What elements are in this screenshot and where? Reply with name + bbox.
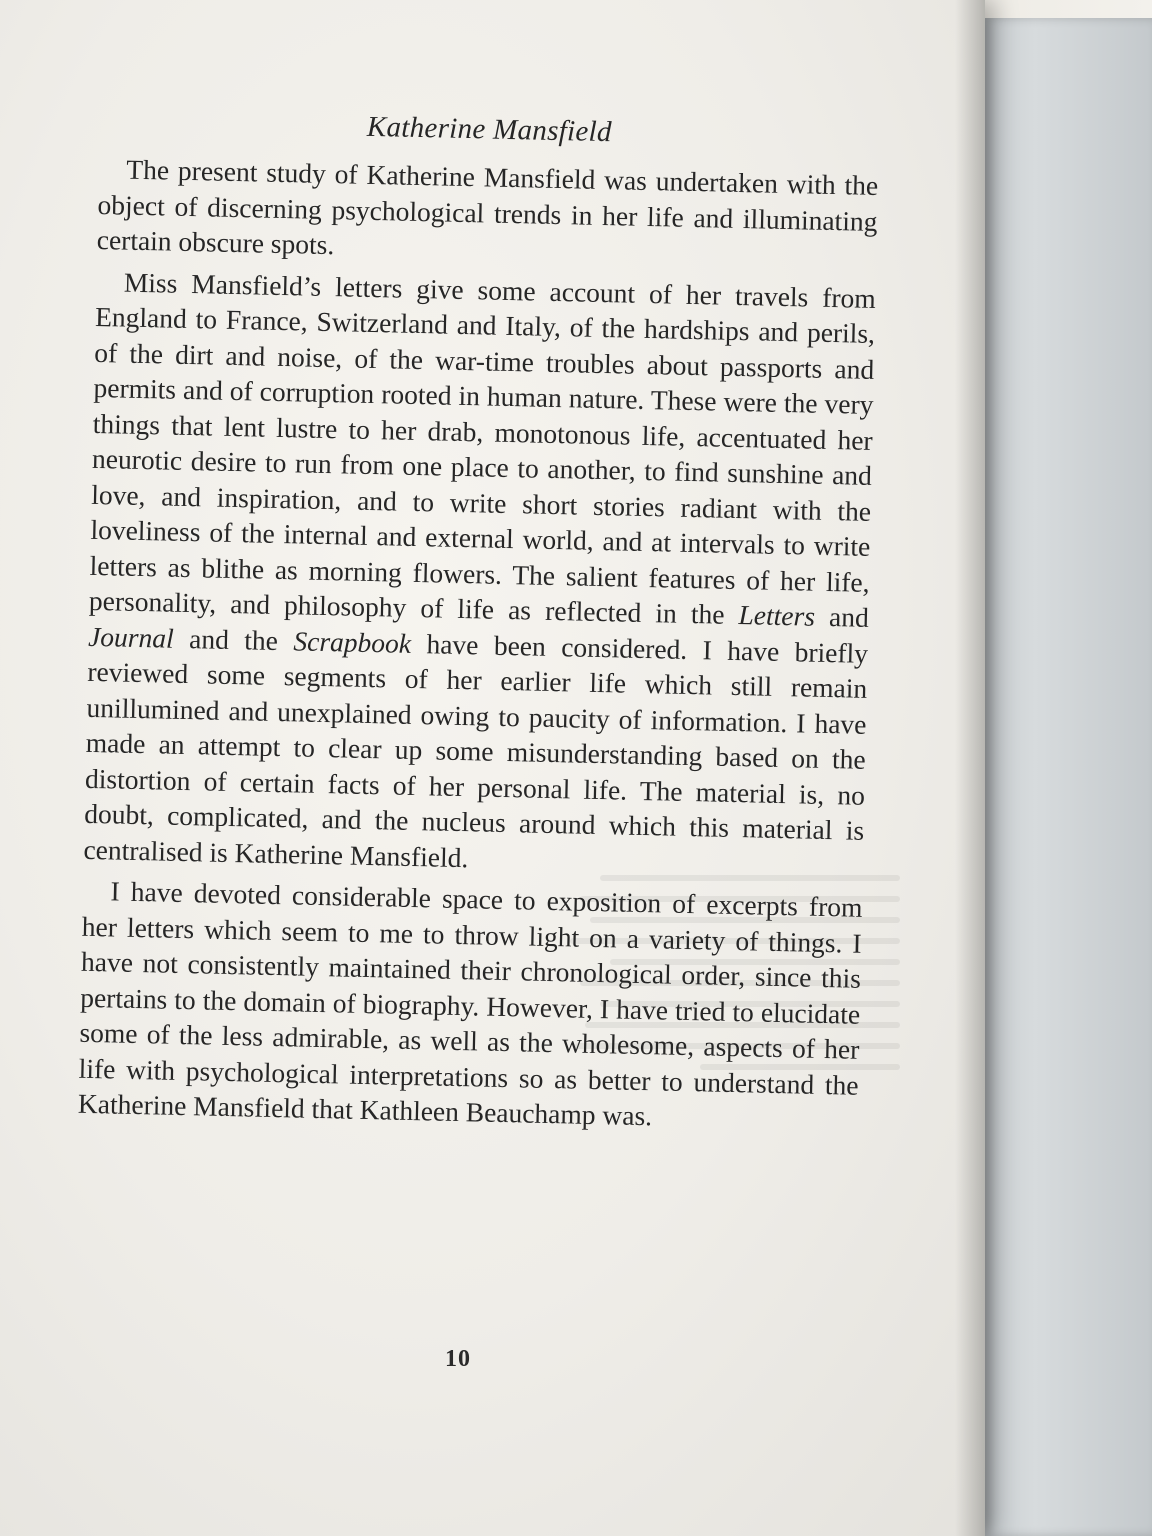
title-journal: Journal [87, 620, 175, 654]
text-block [77, 95, 879, 1144]
paragraph-2 [83, 263, 876, 883]
paragraph-3: I have devoted considerable space to exposition of excerpts from her letters which seem to me to throw light on a variety of things. I have not consistently maintained their chronological order, since this pertains to the domain of biography. However, I have tried to elucidate some of the less admirable, as well as the wholesome, aspects of her life with psychological interpretations so as better to understand the Katherine Mansfield that Kathleen Beauchamp was. [77, 875, 863, 1132]
facing-page [985, 18, 1152, 1536]
gutter-shadow [955, 0, 985, 1536]
paragraph-2-conj-2: and the [173, 622, 294, 656]
page-number: 10 [445, 1346, 471, 1372]
paragraph-2-conj-1: and [814, 600, 870, 633]
paragraph-1: The present study of Katherine Mansfield was undertaken with the object of discerning psychological trends in her life and illuminating certain obscure spots. [96, 153, 879, 261]
running-head: Katherine Mansfield [366, 110, 613, 149]
paragraph-2-text-b: have been considered. I have briefly reviewed some segments of her earlier life which still remain unillumined and unexplained owing to paucity of information. I have made an attempt to clear up some misunderstanding based on the distortion of certain facts of her personal life. The material is, no doubt, complicated, and the nucleus around which this material is centralised is Katherine Mansfield. [83, 627, 869, 873]
title-scrapbook: Scrapbook [293, 624, 412, 659]
title-letters: Letters [738, 599, 816, 632]
paragraph-2-text-a: Miss Mansfield’s letters give some account of her travels from England to France, Switzerland and Italy, of the hardships and perils, of the dirt and noise, of the war-time troubles about passports and permits and of corruption rooted in human nature. These were the very things that lent lustre to her drab, monotonous life, accentuated her neurotic desire to run from one place to another, to find sunshine and love, and inspiration, and to write short stories radiant with the loveliness of the internal and external world, and at intervals to write letters as blithe as morning flowers. The salient features of her life, personality, and philosophy of life as reflected in the [88, 266, 877, 631]
